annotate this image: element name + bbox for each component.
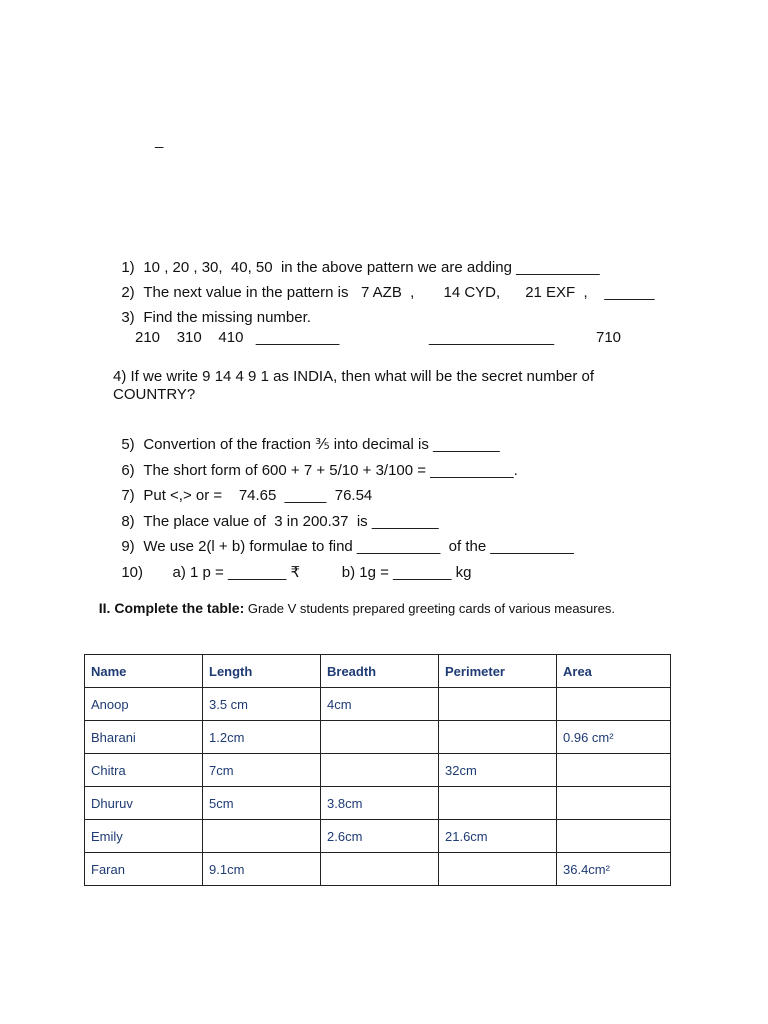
question-number: 5) <box>121 436 135 453</box>
cell-length <box>203 820 321 853</box>
question-number: 3) <box>121 309 135 326</box>
cell-area: 0.96 cm² <box>557 721 671 754</box>
cell-area <box>557 820 671 853</box>
cell-length: 1.2cm <box>203 721 321 754</box>
header-perimeter: Perimeter <box>439 655 557 688</box>
question-number: 10) <box>121 564 144 581</box>
cell-breadth: 2.6cm <box>321 820 439 853</box>
cell-area <box>557 688 671 721</box>
cell-perimeter <box>439 853 557 886</box>
cell-length: 3.5 cm <box>203 688 321 721</box>
header-length: Length <box>203 655 321 688</box>
cell-breadth: 3.8cm <box>321 787 439 820</box>
table-row <box>85 688 671 721</box>
cell-area <box>557 754 671 787</box>
missing-number-part-a: 210 310 410 __________ <box>135 329 340 346</box>
missing-number-part-b: _______________ <box>429 329 555 346</box>
question-4-line-1: 4) If we write 9 14 4 9 1 as INDIA, then what will be the secret number of <box>113 368 595 385</box>
cell-perimeter <box>439 688 557 721</box>
question-10 <box>113 546 471 582</box>
cell-name: Chitra <box>85 754 203 787</box>
cell-name: Dhuruv <box>85 787 203 820</box>
greeting-cards-table <box>84 654 671 886</box>
cell-perimeter: 32cm <box>439 754 557 787</box>
cell-length: 5cm <box>203 787 321 820</box>
cell-name: Bharani <box>85 721 203 754</box>
table-header-row <box>85 655 671 688</box>
cell-breadth: 4cm <box>321 688 439 721</box>
cell-name: Emily <box>85 820 203 853</box>
table-row <box>85 754 671 787</box>
cell-area: 36.4cm² <box>557 853 671 886</box>
header-breadth: Breadth <box>321 655 439 688</box>
cell-perimeter: 21.6cm <box>439 820 557 853</box>
cell-breadth <box>321 721 439 754</box>
cell-breadth <box>321 754 439 787</box>
question-text: 10 , 20 , 30, 40, 50 in the above pattern we are adding __________ <box>143 259 600 276</box>
table-row <box>85 853 671 886</box>
missing-number-part-c: 710 <box>596 329 622 346</box>
question-3 <box>113 291 311 327</box>
question-number: 8) <box>121 513 135 530</box>
header-area: Area <box>557 655 671 688</box>
table-row <box>85 787 671 820</box>
stray-dash: _ <box>155 132 164 149</box>
question-text: Find the missing number. <box>143 309 311 326</box>
cell-name: Faran <box>85 853 203 886</box>
question-number: 2) <box>121 284 135 301</box>
section-2-title <box>91 584 615 616</box>
cell-name: Anoop <box>85 688 203 721</box>
cell-length: 9.1cm <box>203 853 321 886</box>
header-name: Name <box>85 655 203 688</box>
question-4-line-2: COUNTRY? <box>113 386 196 403</box>
question-text: The short form of 600 + 7 + 5/10 + 3/100 = __________. <box>143 462 518 479</box>
table-row <box>85 820 671 853</box>
question-text: Put <,> or = 74.65 _____ 76.54 <box>143 487 373 504</box>
table-row <box>85 721 671 754</box>
question-number: 1) <box>121 259 135 276</box>
section-heading: II. Complete the table: <box>98 600 245 616</box>
section-description: Grade V students prepared greeting cards of various measures. <box>244 601 615 616</box>
question-text: The place value of 3 in 200.37 is ________ <box>143 513 439 530</box>
question-text: The next value in the pattern is 7 AZB , 14 CYD, 21 EXF , ______ <box>143 284 655 301</box>
cell-length: 7cm <box>203 754 321 787</box>
cell-area <box>557 787 671 820</box>
question-number: 9) <box>121 538 135 555</box>
cell-perimeter <box>439 787 557 820</box>
question-text: We use 2(l + b) formulae to find __________ of the __________ <box>143 538 574 555</box>
question-number: 7) <box>121 487 135 504</box>
question-number: 6) <box>121 462 135 479</box>
question-text: a) 1 p = _______ ₹ b) 1g = _______ kg <box>143 564 472 581</box>
cell-breadth <box>321 853 439 886</box>
cell-perimeter <box>439 721 557 754</box>
question-text: Convertion of the fraction ⅗ into decimal is ________ <box>143 436 500 453</box>
